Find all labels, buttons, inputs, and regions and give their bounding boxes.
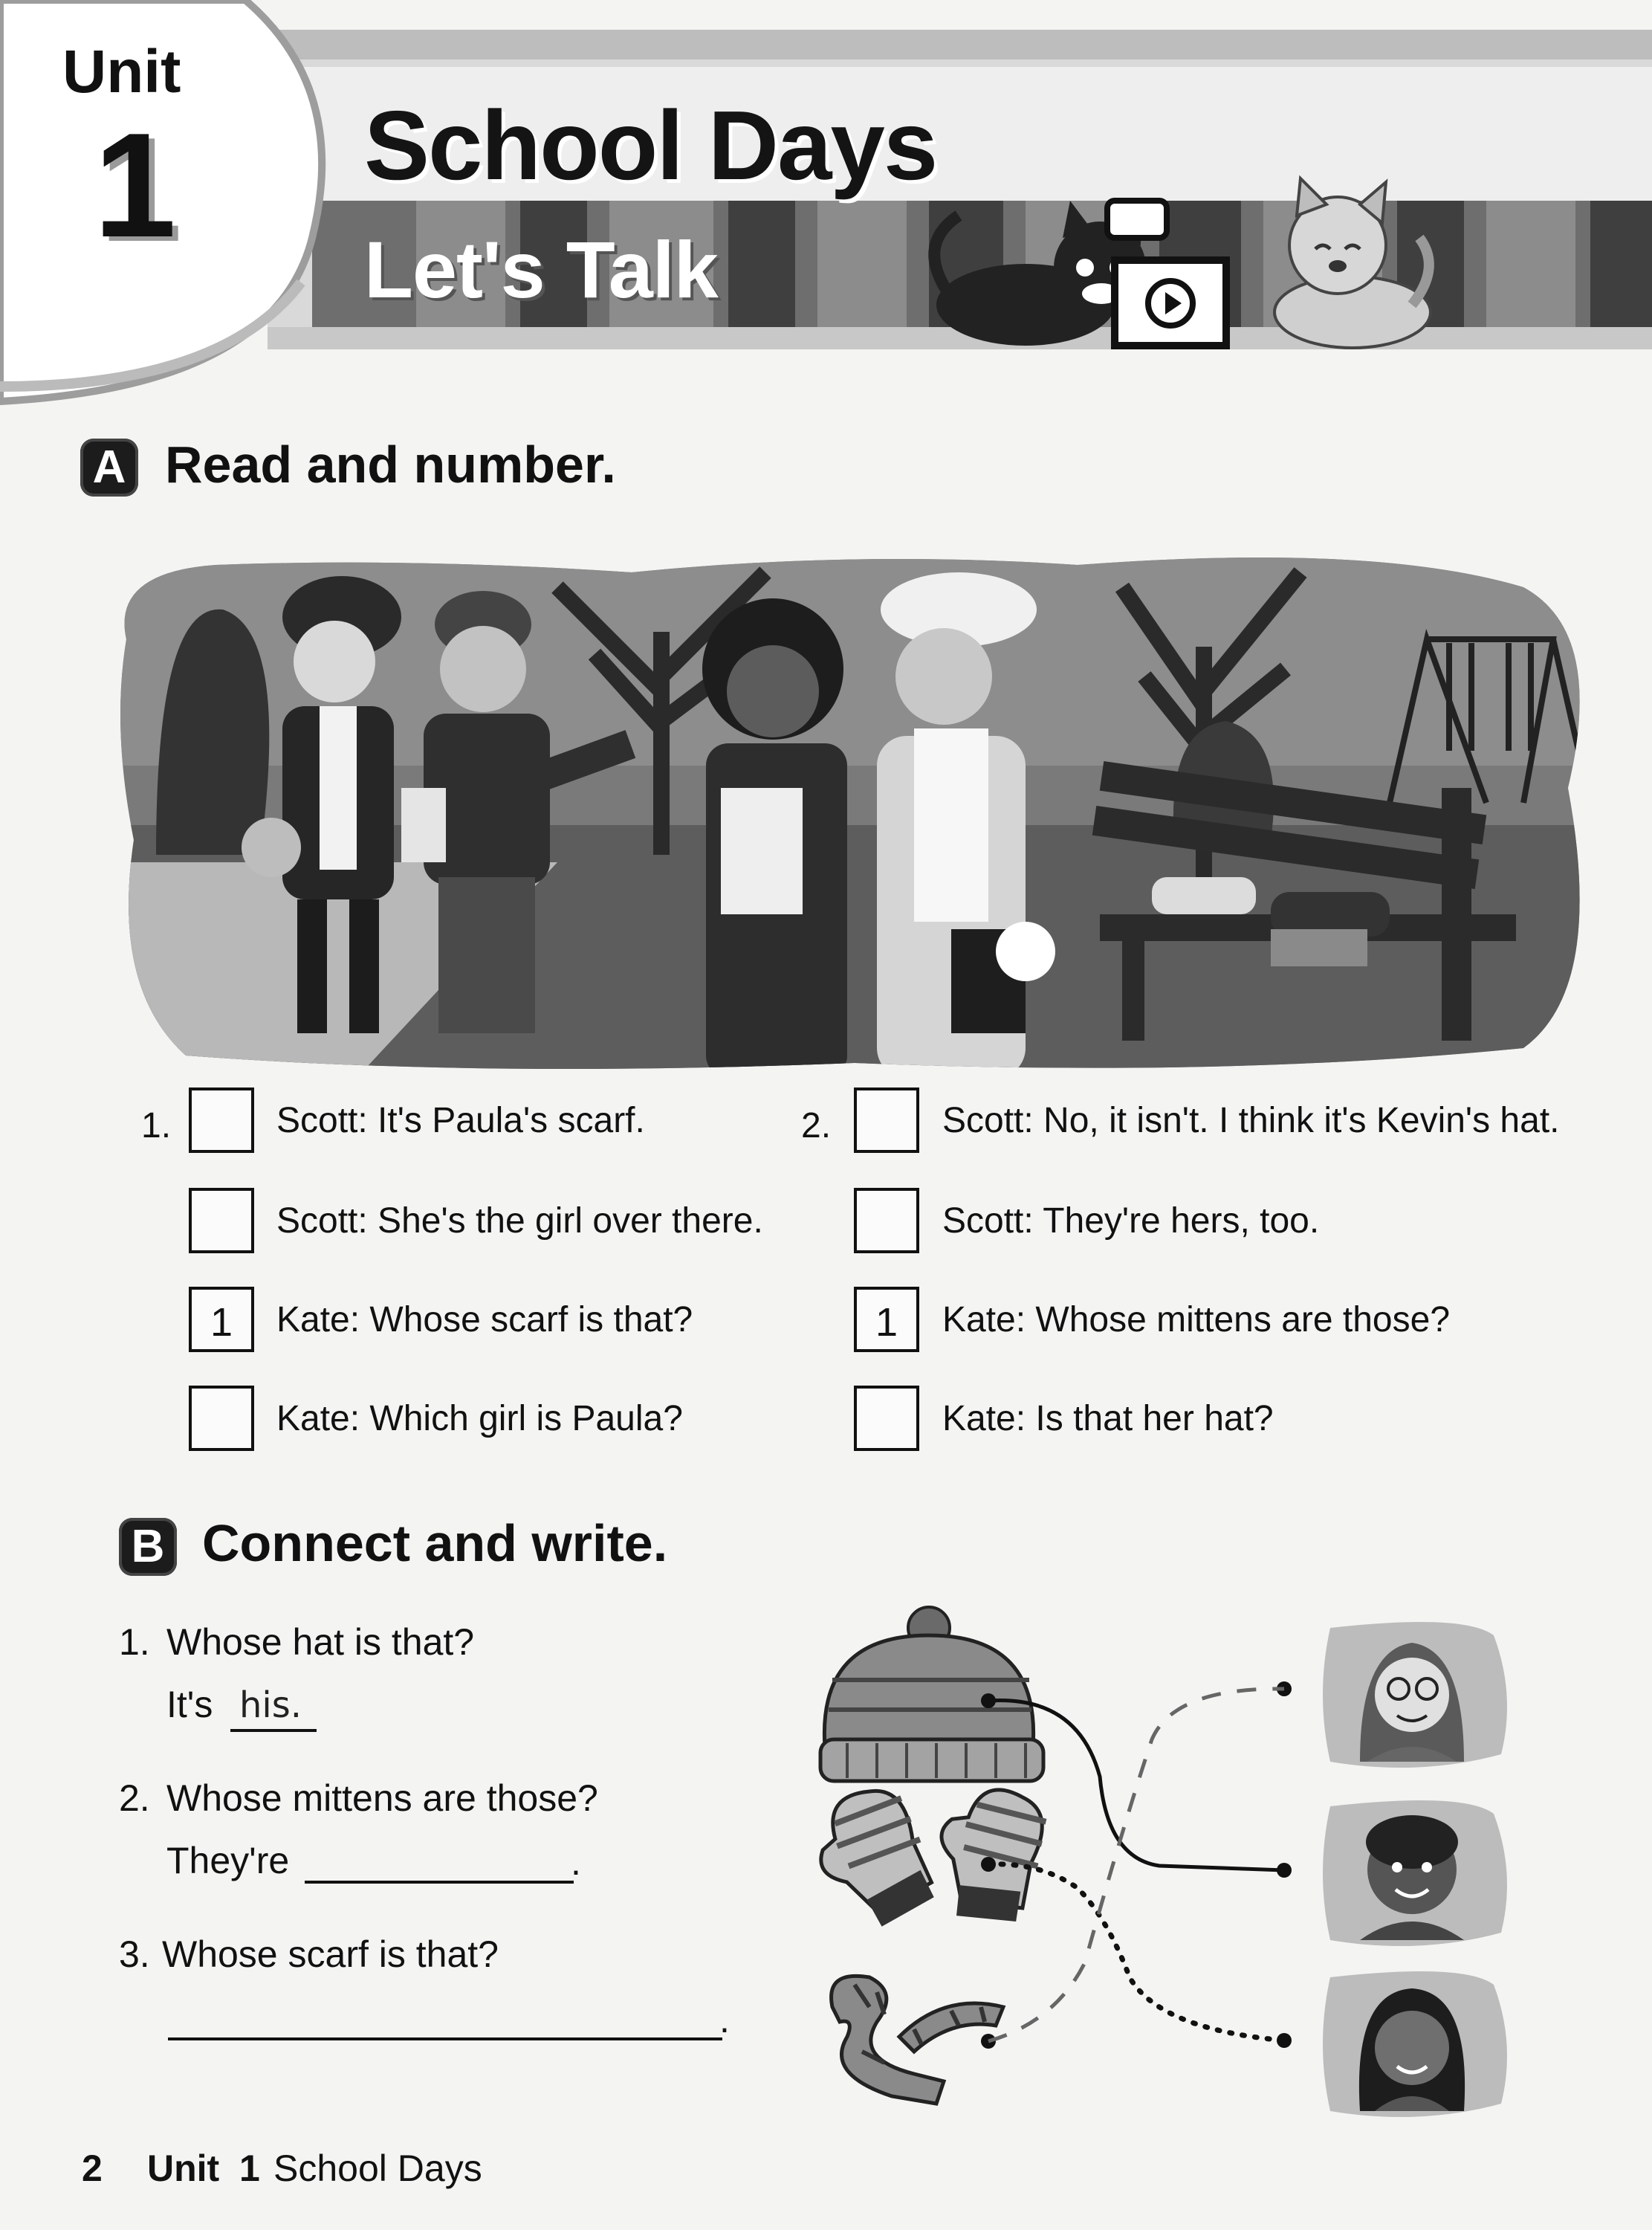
question-text: Whose mittens are those?: [166, 1777, 598, 1819]
answer-box[interactable]: [854, 1087, 919, 1153]
answer-box[interactable]: [189, 1386, 254, 1451]
matching-illustration: [810, 1606, 1605, 2118]
unit-label: Unit: [62, 38, 181, 106]
dialogue-line: Scott: She's the girl over there.: [276, 1201, 763, 1241]
group-2-number: 2.: [801, 1106, 832, 1145]
question-number: 3.: [119, 1933, 150, 1975]
unit-number: 1: [94, 103, 177, 268]
dialogue-line: Scott: No, it isn't. I think it's Kevin's hat.: [942, 1101, 1560, 1140]
answer-prefix: It's: [166, 1684, 213, 1725]
footer-unit-title: School Days: [273, 2147, 482, 2189]
park-scene-illustration: [111, 543, 1590, 1078]
answer-box[interactable]: 1: [189, 1287, 254, 1352]
answer-box[interactable]: 1: [854, 1287, 919, 1352]
footer-unit-label: Unit: [147, 2147, 220, 2189]
group-1-number: 1.: [141, 1106, 172, 1145]
portrait-boy: [1323, 1800, 1507, 1946]
dialogue-line: Kate: Is that her hat?: [942, 1399, 1274, 1438]
lesson-subtitle: Let's Talk: [364, 224, 718, 314]
dialogue-line: Scott: They're hers, too.: [942, 1201, 1320, 1241]
answer-line[interactable]: [230, 1726, 317, 1732]
dialogue-line: Scott: It's Paula's scarf.: [276, 1101, 645, 1140]
answer-box[interactable]: [854, 1386, 919, 1451]
page-title: School Days: [364, 91, 937, 200]
hat-image: [820, 1607, 1043, 1781]
answer-box[interactable]: [854, 1188, 919, 1253]
answer-period: .: [571, 1841, 581, 1883]
portrait-girl: [1323, 1971, 1507, 2117]
question-number: 2.: [119, 1777, 150, 1819]
unit-banner: [0, 0, 1652, 416]
question-text: Whose hat is that?: [166, 1621, 475, 1663]
answer-box[interactable]: [189, 1087, 254, 1153]
answer-prefix: They're: [166, 1840, 290, 1881]
page-number: 2: [82, 2147, 103, 2189]
dialogue-line: Kate: Whose scarf is that?: [276, 1300, 693, 1339]
section-a-badge: A: [80, 439, 138, 497]
answer-period: .: [719, 1999, 730, 2040]
answer-line[interactable]: [168, 2035, 722, 2040]
answer-line[interactable]: [305, 1878, 574, 1884]
section-b-badge: B: [119, 1518, 177, 1576]
answer-box[interactable]: [189, 1188, 254, 1253]
dialogue-line: Kate: Whose mittens are those?: [942, 1300, 1451, 1339]
section-b-title: Connect and write.: [202, 1514, 668, 1572]
question-text: Whose scarf is that?: [162, 1933, 499, 1975]
portrait-girl-glasses: [1323, 1622, 1507, 1768]
question-number: 1.: [119, 1621, 150, 1663]
footer-unit-number: 1: [239, 2147, 260, 2189]
dialogue-line: Kate: Which girl is Paula?: [276, 1399, 683, 1438]
mittens-image: [810, 1774, 1058, 1936]
scarf-image: [832, 1976, 1003, 2104]
section-a-title: Read and number.: [165, 436, 616, 494]
answer-handwritten: his.: [239, 1684, 302, 1726]
